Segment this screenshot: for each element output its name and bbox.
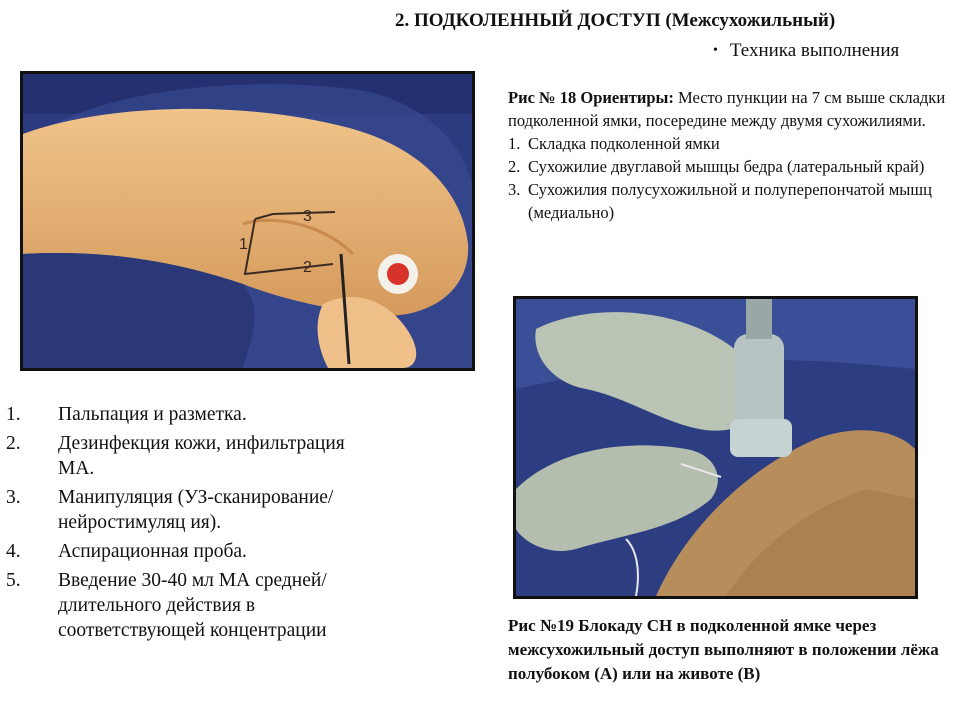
step-number: 3.	[6, 487, 21, 508]
step-number: 1.	[6, 404, 21, 425]
step-number: 2.	[6, 433, 21, 454]
landmark-item	[508, 132, 953, 155]
figure18-caption-block	[508, 86, 953, 224]
landmark-label-2: 2	[303, 259, 312, 276]
step-text: Пальпация и разметка.	[58, 404, 247, 425]
step-number: 5.	[6, 570, 21, 591]
landmark-number: 2.	[508, 157, 521, 176]
procedure-step	[6, 568, 366, 643]
figure18-caption-text: Место пункции на 7 см выше складки подколенной ямки, посередине между двумя сухожилиями.	[508, 88, 946, 130]
ultrasound-illustration	[516, 299, 915, 596]
procedure-step	[6, 402, 366, 427]
figure18-caption-title: Рис № 18 Ориентиры:	[508, 88, 674, 107]
landmark-text: Сухожилия полусухожильной и полуперепончатой мышц (медиально)	[528, 180, 932, 222]
bullet-icon: •	[713, 43, 718, 58]
landmark-number: 1.	[508, 134, 521, 153]
step-text: Дезинфекция кожи, инфильтрация МА.	[58, 433, 345, 479]
landmark-text: Складка подколенной ямки	[528, 134, 720, 153]
step-text: Введение 30-40 мл МА средней/длительного действия в соответствующей концентрации	[58, 570, 327, 641]
slide-title: 2. ПОДКОЛЕННЫЙ ДОСТУП (Межсухожильный)	[395, 10, 836, 31]
step-text: Манипуляция (УЗ-сканирование/нейростимуляц ия).	[58, 487, 334, 533]
landmark-item	[508, 178, 953, 224]
landmark-number: 3.	[508, 180, 521, 199]
figure19-caption: Рис №19 Блокаду СН в подколенной ямке через межсухожильный доступ выполняют в положении лёжа полубоком (А) или на животе (В)	[508, 616, 939, 683]
step-number: 4.	[6, 541, 21, 562]
landmark-label-3: 3	[303, 208, 312, 225]
landmark-item	[508, 155, 953, 178]
slide-subtitle	[713, 40, 899, 62]
landmark-text: Сухожилие двуглавой мышцы бедра (латеральный край)	[528, 157, 925, 176]
landmark-list	[508, 132, 953, 224]
landmarks-illustration	[23, 74, 472, 368]
procedure-steps	[6, 402, 366, 647]
procedure-step	[6, 539, 366, 564]
step-text: Аспирационная проба.	[58, 541, 247, 562]
procedure-step	[6, 431, 366, 481]
ultrasound-block-photo	[513, 296, 918, 599]
landmark-label-1: 1	[239, 236, 248, 253]
subtitle-text: Техника выполнения	[729, 40, 900, 61]
procedure-step	[6, 485, 366, 535]
landmarks-photo	[20, 71, 475, 371]
figure18-caption	[508, 86, 953, 132]
